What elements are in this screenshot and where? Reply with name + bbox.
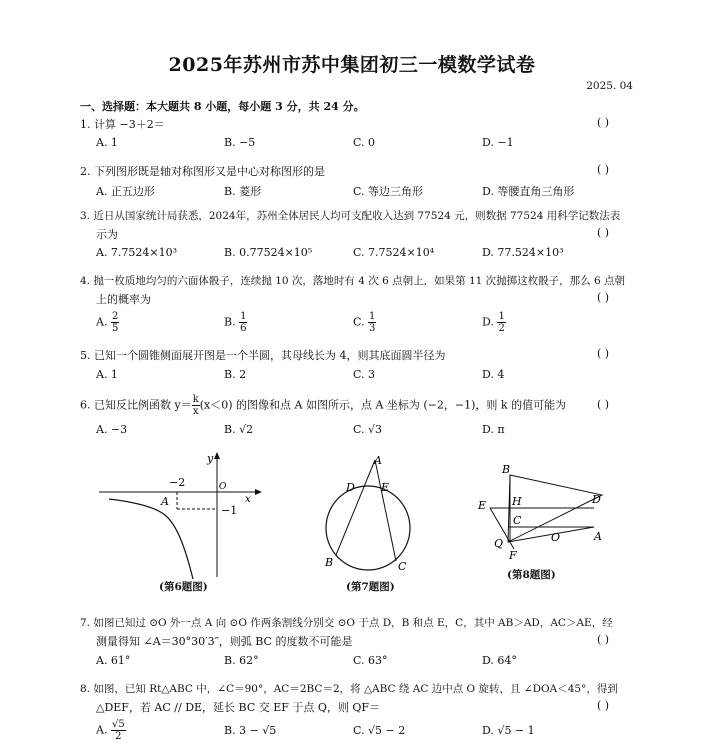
fig8-label-q: Q xyxy=(494,537,504,550)
question-3-stem-line1: 3. 近日从国家统计局获悉，2024年，苏州全体居民人均可支配收入达到 77524 元，则数据 77524 用科学记数法表 xyxy=(80,210,621,222)
fig6-label-x: x xyxy=(245,494,251,505)
answer-paren-8: ( ) xyxy=(597,699,610,712)
question-5-stem: 5. 已知一个圆锥侧面展开图是一个半圆，其母线长为 4，则其底面圆半径为 xyxy=(80,349,446,362)
fig6-hyperbola-curve xyxy=(109,499,193,579)
q4-option-d: D. $\frac{1}{2}$ xyxy=(482,311,505,334)
fig6-label-y: y xyxy=(207,452,214,465)
fig8-label-f: F xyxy=(509,549,517,562)
q6-option-a: A. −3 xyxy=(96,423,128,436)
answer-paren-6: ( ) xyxy=(597,398,610,411)
fig7-label-b: B xyxy=(325,556,334,569)
q4-option-c: C. $\frac{1}{3}$ xyxy=(353,311,376,334)
q5-option-d: D. 4 xyxy=(482,368,505,381)
q5-option-c: C. 3 xyxy=(353,368,376,381)
answer-paren-5: ( ) xyxy=(597,347,610,360)
fig8-label-d: D xyxy=(592,493,601,506)
answer-paren-4: ( ) xyxy=(597,291,610,304)
fig7-label-d: D xyxy=(346,481,355,494)
q4-option-b: B. $\frac{1}{6}$ xyxy=(224,311,247,334)
question-8-stem-line2: △DEF，若 AC // DE，延长 BC 交 EF 于点 Q，则 QF＝ xyxy=(96,701,381,714)
answer-paren-1: ( ) xyxy=(597,116,610,129)
fig8-label-o: O xyxy=(551,531,561,544)
exam-date: 2025. 04 xyxy=(586,80,633,92)
fig8-label-a: A xyxy=(594,530,602,543)
figure-6 xyxy=(95,447,265,597)
q1-option-a: A. 1 xyxy=(96,136,118,149)
q3-option-b: B. 0.77524×10⁵ xyxy=(224,246,313,259)
fig7-secant-ab xyxy=(336,460,375,555)
answer-paren-2: ( ) xyxy=(597,163,610,176)
fig8-caption: (第8题图) xyxy=(507,569,556,581)
q8-option-c: C. √5 − 2 xyxy=(353,724,406,737)
q7-option-a: A. 61° xyxy=(96,654,131,667)
fig7-label-a: A xyxy=(374,454,382,467)
fig8-label-b: B xyxy=(502,463,511,476)
q5-option-b: B. 2 xyxy=(224,368,247,381)
q8-option-b: B. 3 − √5 xyxy=(224,724,277,737)
q6-option-b: B. √2 xyxy=(224,423,254,436)
q1-option-d: D. −1 xyxy=(482,136,514,149)
question-7-stem-line1: 7. 如图已知过 ⊙O 外一点 A 向 ⊙O 作两条割线分别交 ⊙O 于点 D，B 和点 E，C，其中 AB＞AD，AC＞AE，经 xyxy=(80,617,613,629)
question-4-stem-line1: 4. 抛一枚质地均匀的六面体骰子，连续抛 10 次，落地时有 4 次 6 点朝上，如果第 11 次抛掷这枚骰子，那么 6 点朝 xyxy=(80,275,625,287)
question-6-stem: 6. 已知反比例函数 y＝ $\frac{k}{x}$ (x＜0) 的图像和点 A 如图所示，点 A 坐标为 (−2，−1)，则 k 的值可能为 xyxy=(80,394,567,417)
fig6-caption: (第6题图) xyxy=(159,581,208,593)
question-8-stem-line1: 8. 如图，已知 Rt△ABC 中，∠C＝90°，AC＝2BC＝2，将 △ABC 绕 AC 边中点 O 旋转，且 ∠DOA＜45°，得到 xyxy=(80,683,618,695)
fig6-y-arrow xyxy=(214,452,220,459)
fig8-label-e: E xyxy=(478,499,487,512)
fig7-caption: (第7题图) xyxy=(346,581,395,593)
q3-option-c: C. 7.7524×10⁴ xyxy=(353,246,435,259)
question-1-stem: 1. 计算 −3＋2＝ xyxy=(80,118,165,131)
q7-option-d: D. 64° xyxy=(482,654,517,667)
fig7-label-c: C xyxy=(398,560,407,573)
fig8-label-h: H xyxy=(512,495,522,508)
question-2-stem: 2. 下列图形既是轴对称图形又是中心对称图形的是 xyxy=(80,165,325,178)
fig8-label-c: C xyxy=(513,514,522,527)
q7-option-b: B. 62° xyxy=(224,654,259,667)
answer-paren-7: ( ) xyxy=(597,633,610,646)
answer-paren-3: ( ) xyxy=(597,226,610,239)
q6-option-c: C. √3 xyxy=(353,423,383,436)
section-heading: 一、选择题：本大题共 8 小题，每小题 3 分，共 24 分。 xyxy=(80,100,365,113)
fig7-secant-ac xyxy=(375,460,396,561)
page-title: 2025年苏州市苏中集团初三一模数学试卷 xyxy=(168,54,536,76)
fig6-label-minus2: −2 xyxy=(169,476,186,489)
q2-option-c: C. 等边三角形 xyxy=(353,185,424,198)
q6-option-d: D. π xyxy=(482,423,505,436)
q1-option-c: C. 0 xyxy=(353,136,376,149)
fig6-label-minus1: −1 xyxy=(221,504,238,517)
question-4-stem-line2: 上的概率为 xyxy=(96,293,151,306)
q4-option-a: A. $\frac{2}{5}$ xyxy=(96,311,119,334)
q2-option-d: D. 等腰直角三角形 xyxy=(482,185,575,198)
question-7-stem-line2: 测量得知 ∠A＝30°30′3″，则弧 BC 的度数不可能是 xyxy=(96,635,353,648)
q2-option-b: B. 菱形 xyxy=(224,185,262,198)
q8-option-a: A. $\frac{√5}{2}$ xyxy=(96,719,125,742)
q1-option-b: B. −5 xyxy=(224,136,256,149)
figure-7 xyxy=(318,450,428,576)
fig7-circle xyxy=(326,486,410,570)
fig7-label-e: E xyxy=(381,481,390,494)
q5-option-a: A. 1 xyxy=(96,368,118,381)
q3-option-a: A. 7.7524×10³ xyxy=(96,246,178,259)
question-3-stem-line2: 示为 xyxy=(96,228,118,241)
fig6-label-o: O xyxy=(219,482,227,492)
q8-option-d: D. √5 − 1 xyxy=(482,724,535,737)
q3-option-d: D. 77.524×10³ xyxy=(482,246,564,259)
fig6-label-a: A xyxy=(161,495,169,508)
q2-option-a: A. 正五边形 xyxy=(96,185,155,198)
figure-8 xyxy=(474,455,614,567)
q7-option-c: C. 63° xyxy=(353,654,388,667)
fig6-x-arrow xyxy=(255,489,262,495)
